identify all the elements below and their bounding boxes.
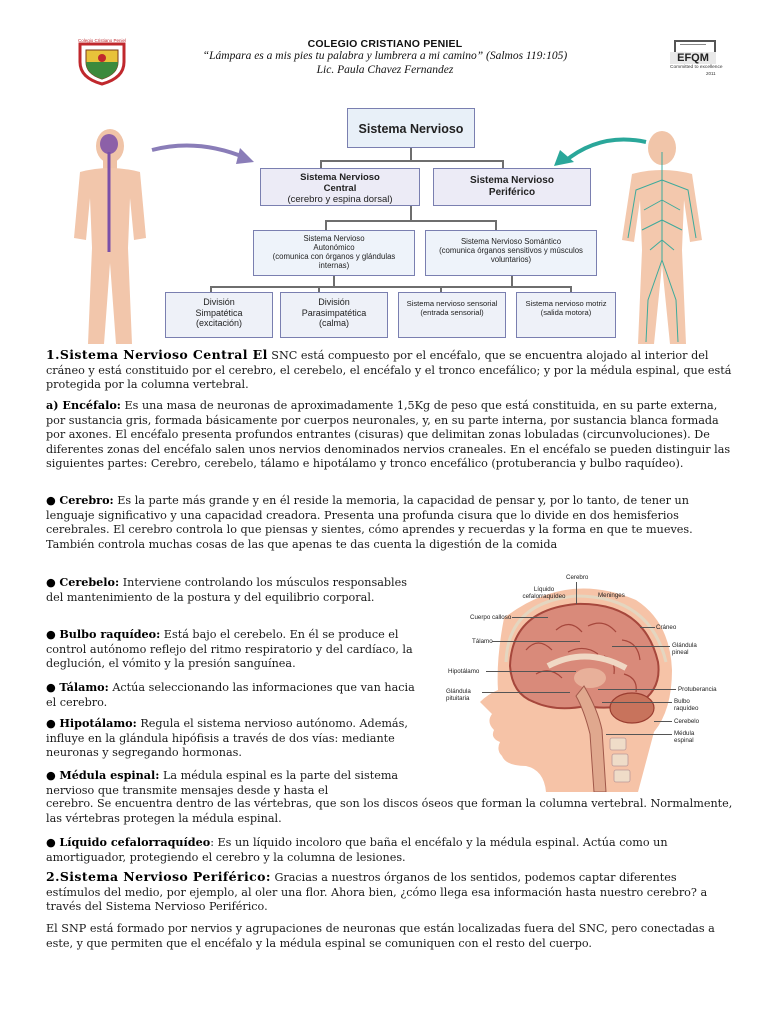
label-liquido: Líquido cefalorraquídeo <box>522 586 566 600</box>
talamo-term: Tálamo: <box>59 680 109 694</box>
talamo-text: Actúa seleccionando las informaciones que van hacia el cerebro. <box>46 681 415 709</box>
medula-paragraph-b <box>46 797 736 826</box>
somatic-box <box>425 230 597 276</box>
bulbo-term: Bulbo raquídeo: <box>59 627 161 641</box>
liquido-term: Líquido cefalorraquídeo <box>59 835 211 849</box>
arrow-to-peripheral <box>550 122 650 172</box>
cerebelo-bullet: ● <box>46 575 56 589</box>
central-title: Sistema Nervioso Central <box>300 172 380 194</box>
label-cuerpo-calloso: Cuerpo calloso <box>470 614 512 621</box>
medula-text-a: La médula espinal es la parte del sistema nervioso que transmite mensajes desde y hasta el <box>46 769 399 797</box>
efqm-text: EFQM <box>670 52 716 64</box>
central-box <box>260 168 420 206</box>
cerebelo-text: Interviene controlando los músculos responsables del mantenimiento de la postura y del equilibrio corporal. <box>46 576 407 604</box>
sensory-box <box>398 292 506 338</box>
medula-bullet: ● <box>46 768 56 782</box>
talamo-paragraph <box>46 680 421 710</box>
peripheral-box <box>433 168 591 206</box>
label-cerebelo: Cerebelo <box>674 718 700 725</box>
motor-title: Sistema nervioso motriz <box>525 299 607 308</box>
section1-text: SNC está compuesto por el encéfalo, que se encuentra alojado al interior del cráneo y está constituido por el cerebro, el cerebelo, el encéfalo y el tronco encefálico; y por la médula espinal, que está protegida por la columna vertebral. <box>46 349 732 392</box>
medula-paragraph-a <box>46 768 421 798</box>
autonomic-box <box>253 230 415 276</box>
bulbo-paragraph <box>46 627 421 672</box>
section1-heading: 1.Sistema Nervioso Central El <box>46 347 268 362</box>
sensory-title: Sistema nervioso sensorial <box>406 299 498 308</box>
encefalo-term: a) Encéfalo: <box>46 398 121 412</box>
cerebro-term: Cerebro: <box>59 493 114 507</box>
label-hipotalamo: Hipotálamo <box>448 668 480 675</box>
label-glandula-pineal: Glándula pineal <box>672 642 697 656</box>
snp-paragraph <box>46 922 726 951</box>
brain-illustration <box>426 570 738 792</box>
parasympathetic-sub: (calma) <box>318 318 349 328</box>
encefalo-text: Es una masa de neuronas de aproximadamente 1,5Kg de peso que está constituida, en su parte externa, por sustancia gris, formada básicamente por cuerpos neuronales, y, en su parte interna, por sustancia blanca formada por axones. El encéfalo presenta profundos entrantes (cisuras) que delimitan zonas lobuladas (circunvoluciones). De diferentes zonas del encéfalo salen unos nervios denominados nervios craneales. En el encéfalo se pueden distinguir las siguientes partes: Cerebro, cerebelo, tálamo e hipotálamo y tronco encefálico (protuberancia y bulbo raquídeo). <box>46 399 731 471</box>
cerebelo-paragraph <box>46 575 411 605</box>
sympathetic-sub: (excitación) <box>195 318 242 328</box>
cerebelo-term: Cerebelo: <box>59 575 120 589</box>
efqm-year: 2011 <box>706 71 716 76</box>
school-logo <box>72 36 132 86</box>
bulbo-text: Está bajo el cerebelo. En él se produce el control autónomo reflejo del ritmo respiratorio y del cardíaco, la deglución, el vómito y la presión sanguínea. <box>46 628 413 671</box>
motor-box <box>516 292 616 338</box>
section1-paragraph <box>46 348 736 393</box>
peripheral-title: Sistema Nervioso Periférico <box>470 175 554 198</box>
label-talamo: Tálamo <box>472 638 493 645</box>
sensory-sub: (entrada sensorial) <box>420 308 484 317</box>
arrow-to-central <box>148 120 260 170</box>
root-label: Sistema Nervioso <box>358 122 464 136</box>
label-bulbo: Bulbo raquídeo <box>674 698 699 712</box>
label-craneo: Cráneo <box>656 624 677 631</box>
autonomic-sub: (comunica con órganos y glándulas internas) <box>272 252 396 270</box>
motto: “Lámpara es a mis pies tu palabra y lumbrera a mi camino” (Salmos 119:105) <box>202 50 568 62</box>
hipotalamo-text: Regula el sistema nervioso autónomo. Además, influye en la glándula hipófisis a través de dos vías: mediante neuronas y segregando hormonas. <box>46 717 408 760</box>
medula-term: Médula espinal: <box>59 768 160 782</box>
label-meninges: Meninges <box>598 592 625 599</box>
label-glandula-pituitaria: Glándula pituitaria <box>446 688 471 702</box>
hipotalamo-bullet: ● <box>46 716 56 730</box>
liquido-bullet: ● <box>46 835 56 849</box>
parasympathetic-box <box>280 292 388 338</box>
section2-paragraph <box>46 870 716 915</box>
encefalo-paragraph <box>46 398 736 472</box>
liquido-paragraph <box>46 835 736 865</box>
cerebro-text: Es la parte más grande y en él reside la memoria, la capacidad de pensar y, por lo tanto, de tener un lenguaje significativo y una capacidad creadora. Presenta una profunda cisura que lo divide en dos hemisferios cerebrales. El cerebro controla lo que piensas y sientes, cómo aprendes y recuerdas y la forma en que te mueves. También controla muchas cosas de las que apenas te das cuenta la digestión de la comida <box>46 494 693 551</box>
medula-text-b: cerebro. Se encuentra dentro de las vértebras, que son los discos óseos que forman la columna vertebral. Normalmente, las vértebras protegen la médula espinal. <box>46 797 733 825</box>
bulbo-bullet: ● <box>46 627 56 641</box>
efqm-sub: Committed to excellence <box>670 65 723 70</box>
root-box <box>347 108 475 148</box>
label-protuberancia: Protuberancia <box>678 686 717 693</box>
cerebro-paragraph <box>46 493 736 552</box>
section2-text: Gracias a nuestros órganos de los sentidos, podemos captar diferentes estímulos del medio, por ejemplo, al oler una flor. Ahora bien, ¿cómo llega esa información hasta nuestro cerebro? a través del Sistema Nervioso Periférico. <box>46 871 708 914</box>
sympathetic-box <box>165 292 273 338</box>
nervous-system-diagram <box>60 100 730 344</box>
somatic-sub: (comunica órganos sensitivos y músculos voluntarios) <box>439 246 583 264</box>
hipotalamo-term: Hipotálamo: <box>59 716 137 730</box>
parasympathetic-title: División Parasimpatética <box>301 297 367 318</box>
hipotalamo-paragraph <box>46 716 416 761</box>
logo-text: Colegio Cristiano Peniel <box>77 38 127 43</box>
talamo-bullet: ● <box>46 680 56 694</box>
motor-sub: (salida motora) <box>540 308 592 317</box>
somatic-title: Sistema Nervioso Somántico <box>460 237 562 246</box>
sympathetic-title: División Simpatética <box>195 297 243 318</box>
label-medula: Médula espinal <box>674 730 695 744</box>
cerebro-bullet: ● <box>46 493 56 507</box>
snp-text: El SNP está formado por nervios y agrupaciones de neuronas que están localizadas fuera del SNC, pero conectadas a este, y que permiten que el encéfalo y la médula espinal se comuniquen con el resto del cuerpo. <box>46 922 715 950</box>
teacher-name: Lic. Paula Chavez Fernandez <box>316 64 454 76</box>
liquido-text: : Es un líquido incoloro que baña el encéfalo y la médula espinal. Actúa como un amortiguador, protegiendo el cerebro y la columna de lesiones. <box>46 836 668 864</box>
autonomic-title: Sistema Nervioso Autonómico <box>303 234 365 252</box>
section2-heading: 2.Sistema Nervioso Periférico: <box>46 869 271 884</box>
school-name: COLEGIO CRISTIANO PENIEL <box>307 38 463 50</box>
efqm-logo <box>670 40 723 76</box>
label-cerebro: Cerebro <box>566 574 589 581</box>
central-sub: (cerebro y espina dorsal) <box>287 194 393 205</box>
